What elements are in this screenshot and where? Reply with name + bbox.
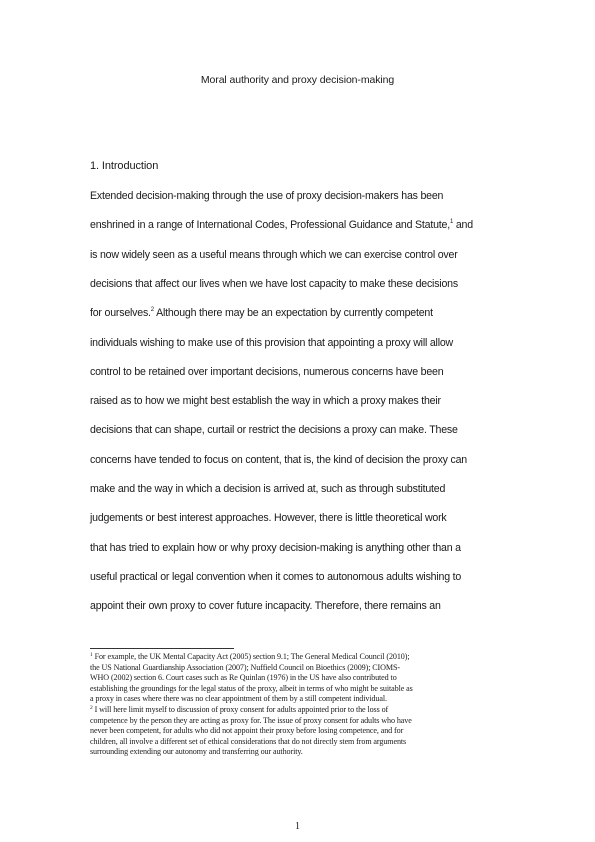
footnote-reference[interactable]: 2 [150, 307, 154, 314]
body-line [90, 600, 441, 612]
document-title: Moral authority and proxy decision-making [200, 74, 395, 86]
body-line [90, 278, 458, 290]
body-line-text-continued: Although there may be an expectation by currently competent [153, 307, 433, 320]
body-line [90, 190, 443, 202]
footnote-line [90, 663, 400, 672]
body-line [90, 366, 443, 378]
body-line-text: enshrined in a range of International Codes, Professional Guidance and Statute, [90, 219, 450, 232]
body-line-text: is now widely seen as a useful means through which we can exercise control over [90, 248, 458, 261]
body-line-text: concerns have tended to focus on content, that is, the kind of decision the proxy can [90, 453, 467, 466]
section-heading: 1. Introduction [90, 160, 159, 172]
footnote-text: the US National Guardianship Association (2007); Nuffield Council on Bioethics (2009); CIOMS- [90, 662, 400, 672]
body-line-text: control to be retained over important decisions, numerous concerns have been [90, 365, 444, 378]
footnote-line [90, 737, 406, 746]
page-number: 1 [295, 821, 300, 832]
footnote-text: competence by the person they are acting as proxy for. The issue of proxy consent for adults who have [90, 715, 412, 725]
body-line-text-continued: and [453, 219, 473, 232]
footnote-line [90, 684, 413, 693]
footnote-text: For example, the UK Mental Capacity Act (2005) section 9.1; The General Medical Council (2010); [92, 652, 410, 661]
body-line [90, 512, 447, 524]
footnote-line [90, 726, 403, 735]
body-line [90, 219, 473, 231]
body-line-text: make and the way in which a decision is arrived at, such as through substituted [90, 483, 446, 495]
footnote-text: WHO (2002) section 6. Court cases such as Re Quinlan (1976) in the US have also contributed to [90, 673, 397, 683]
body-line-text: that has tried to explain how or why proxy decision-making is anything other than a [90, 541, 461, 554]
body-line [90, 424, 458, 436]
body-line-text: judgements or best interest approaches. However, there is little theoretical work [90, 512, 447, 525]
footnote-reference[interactable]: 1 [449, 219, 454, 226]
footnote-line [90, 673, 397, 682]
body-line [90, 483, 445, 495]
footnote-line [90, 652, 410, 661]
body-line-text: appoint their own proxy to cover future incapacity. Therefore, there remains an [90, 600, 441, 613]
footnote-number: 1 [90, 652, 93, 658]
body-line [90, 249, 458, 261]
body-line [90, 542, 461, 554]
footnote-number: 2 [90, 705, 93, 711]
body-line [90, 307, 433, 319]
body-line [90, 454, 467, 466]
body-line-text: useful practical or legal convention when it comes to autonomous adults wishing to [90, 570, 462, 583]
footnote-text: never been competent, for adults who did not appoint their proxy before losing competence, and for [90, 726, 404, 736]
footnote-text: establishing the groundings for the legal status of the proxy, albeit in terms of who might be suitable as [90, 683, 413, 693]
body-line [90, 571, 461, 583]
body-line-text: for ourselves. [90, 307, 151, 320]
footnote-text: a proxy in cases where there was no clear appointment of them by a still competent individual. [90, 694, 387, 704]
footnote-separator [90, 648, 234, 649]
body-line [90, 395, 441, 407]
body-line-text: individuals wishing to make use of this provision that appointing a proxy will allow [90, 336, 454, 349]
footnote-text: I will here limit myself to discussion of proxy consent for adults appointed prior to the loss of [92, 705, 389, 714]
body-line-text: Extended decision-making through the use of proxy decision-makers has been [90, 190, 444, 202]
footnote-line [90, 716, 412, 725]
footnote-line [90, 694, 387, 703]
footnote-line [90, 705, 388, 714]
footnote-text: surrounding extending our autonomy and transferring our authority. [90, 747, 303, 757]
body-line-text: decisions that affect our lives when we have lost capacity to make these decisions [90, 277, 458, 290]
footnote-line [90, 747, 303, 756]
footnote-text: children, all involve a different set of ethical considerations that do not directly stem from arguments [90, 736, 407, 746]
body-line-text: decisions that can shape, curtail or restrict the decisions a proxy can make. These [90, 424, 458, 437]
body-line-text: raised as to how we might best establish the way in which a proxy makes their [90, 395, 441, 408]
body-line [90, 337, 453, 349]
